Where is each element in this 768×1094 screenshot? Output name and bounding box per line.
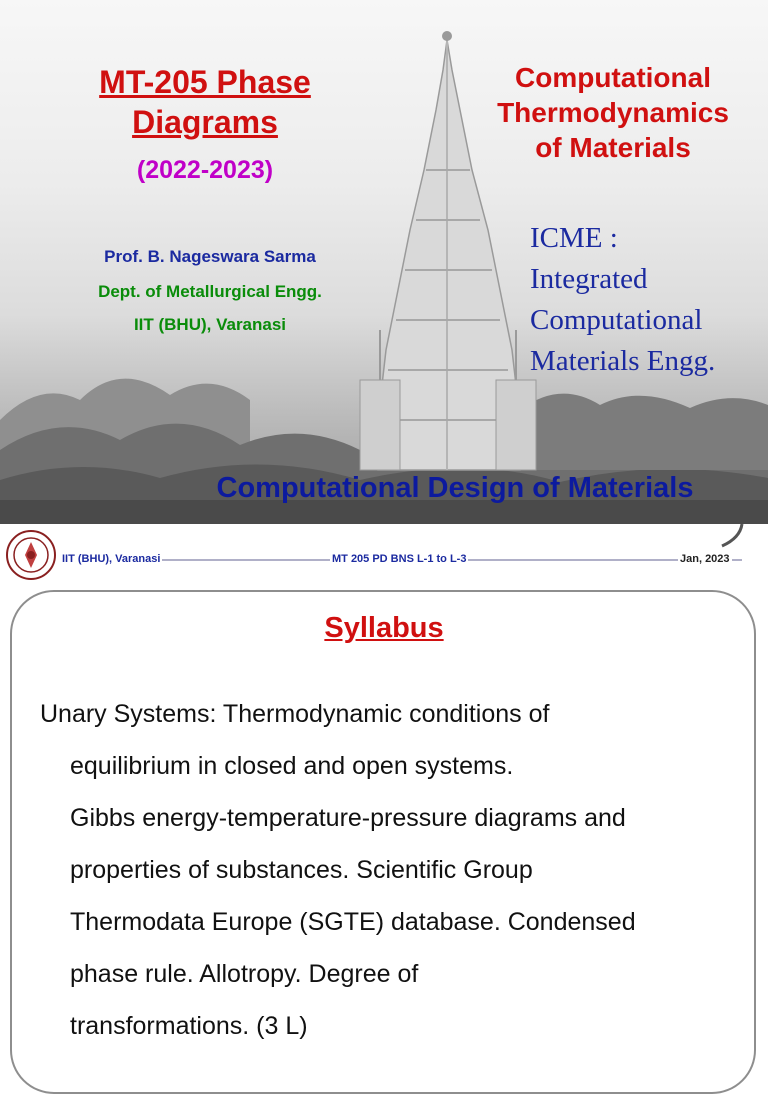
icme-line: Integrated (530, 263, 648, 295)
title-slide (0, 0, 768, 524)
icme-line: ICME : (530, 222, 618, 254)
institute-name: IIT (BHU), Varanasi (133, 315, 287, 334)
decorative-curve (716, 524, 746, 548)
syllabus-line: equilibrium in closed and open systems. (70, 752, 514, 780)
course-title (60, 62, 350, 142)
syllabus-line: transformations. (3 L) (70, 1012, 308, 1040)
footer-center-text: MT 205 PD BNS L-1 to L-3 (332, 553, 467, 565)
syllabus-line: Unary Systems: Thermodynamic conditions of (40, 700, 550, 728)
slide-footer (0, 524, 768, 586)
syllabus-line: phase rule. Allotropy. Degree of (70, 960, 419, 988)
institute-seal-icon (4, 528, 58, 582)
professor-name: Prof. B. Nageswara Sarma (104, 247, 316, 266)
footer-left-text: IIT (BHU), Varanasi (62, 553, 161, 565)
icme-line: Computational (530, 304, 703, 336)
topic-title-line3: of Materials (535, 132, 691, 163)
syllabus-line: Thermodata Europe (SGTE) database. Condensed (70, 908, 636, 936)
syllabus-line: Gibbs energy-temperature-pressure diagrams and (70, 804, 626, 832)
topic-title-line1: Computational (515, 62, 711, 93)
department-name: Dept. of Metallurgical Engg. (98, 282, 322, 301)
icme-block (530, 218, 766, 382)
course-title-line1: MT-205 Phase (99, 64, 311, 100)
syllabus-line: properties of substances. Scientific Group (70, 856, 533, 884)
syllabus-body (40, 688, 740, 1052)
course-year: (2022-2023) (136, 156, 274, 184)
footer-right-text: Jan, 2023 (680, 553, 730, 565)
topic-title-line2: Thermodynamics (497, 97, 729, 128)
topic-title (468, 60, 758, 165)
course-title-line2: Diagrams (132, 104, 278, 140)
icme-line: Materials Engg. (530, 345, 716, 377)
syllabus-title: Syllabus (324, 612, 444, 644)
bottom-title: Computational Design of Materials (216, 472, 694, 504)
